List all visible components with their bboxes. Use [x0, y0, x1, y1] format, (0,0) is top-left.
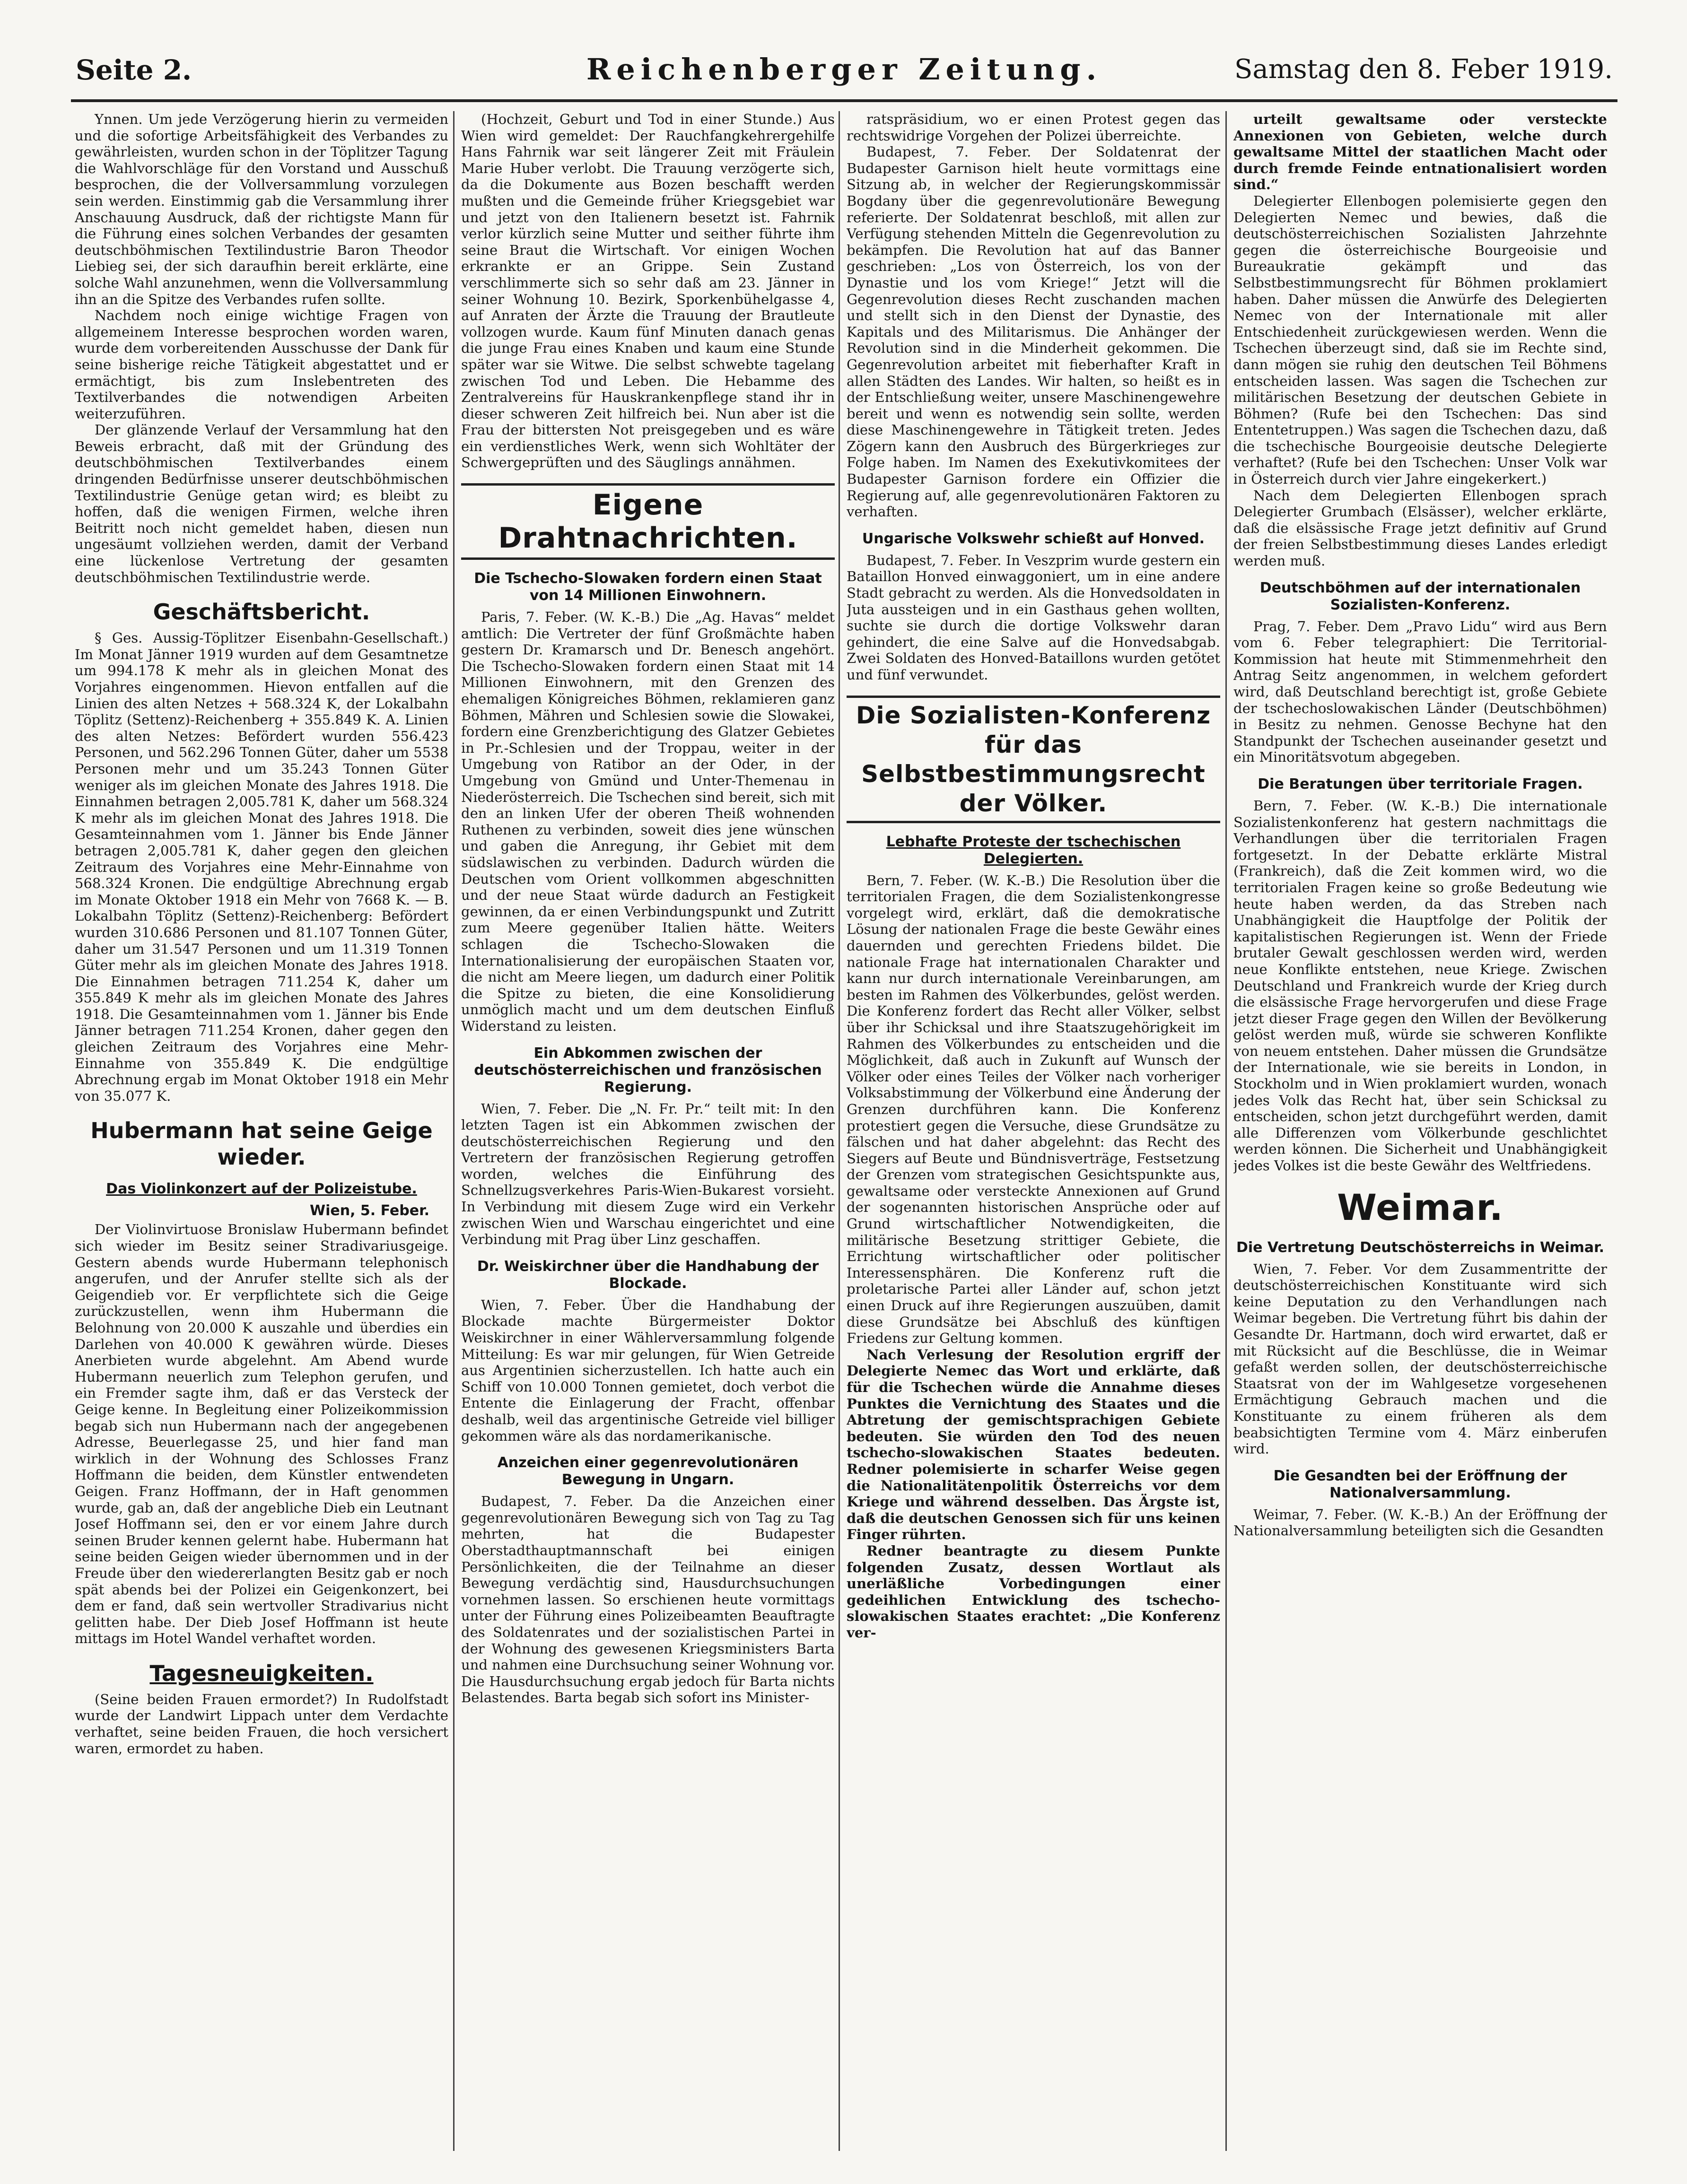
- article-paragraph: Delegierter Ellenbogen polemisierte gegen den Delegierten Nemec und bewies, daß die deutschösterreichischen Sozialisten Jahrzehnte gegen die österreichische Bourgeoisie und Bureaukratie gekämpft und das Selbstbestimmungsrecht für Böhmen proklamiert haben. Daher müssen die Anwürfe des Delegierten Nemec von der Internationale mit aller Entschiedenheit zurückgewiesen werden. Wenn die Tschechen überzeugt sind, daß sie im Rechte sind, dann mögen sie ruhig den deutschen Teil Böhmens entscheiden lassen. Was sagen die Tschechen zur militärischen Besetzung der deutschen Gebiete in Böhmen? (Rufe bei den Tschechen: Das sind Ententetruppen.) Was sagen die Tschechen dazu, daß die tschechische Bourgeoisie deutsche Delegierte verhaftet? (Rufe bei den Tschechen: Unser Volk war in Österreich durch vier Jahre eingekerkert.): [1233, 192, 1607, 487]
- article-paragraph: Der Violinvirtuose Bronislaw Hubermann befindet sich wieder im Besitz seiner Stradivariusgeige. Gestern abends wurde Hubermann telephonisch angerufen, und der Anrufer stellte sich als der Geigendieb vor. Er verpflichtete sich die Geige zurückzustellen, wenn ihm Hubermann die Belohnung von 20.000 K auszahle und überdies ein Darlehen von 40.000 K gewähren würde. Dieses Anerbieten wurde abgelehnt. Am Abend wurde Hubermann neuerlich zum Telephon gerufen, und ein Fremder sagte ihm, daß er das Versteck der Geige kenne. In Begleitung einer Polizeikommission begab sich nun Hubermann nach der angegebenen Adresse, Beuerlegasse 25, und hier fand man wirklich in der Wohnung des Schlosses Franz Hoffmann die beiden, dem Künstler entwendeten Geigen. Franz Hoffmann, der in Haft genommen wurde, gab an, daß der angebliche Dieb ein Leutnant Josef Hoffmann sei, den er vor einem Jahre durch seinen Bruder kennen gelernt habe. Hubermann hat seine beiden Geigen wieder übernommen und in der Freude über den wiedererlangten Besitz gab er noch spät abends bei der Polizei ein Geigenkonzert, bei dem er fand, daß sein wertvoller Stradivarius nicht gelitten habe. Der Dieb Josef Hoffmann ist heute mittags im Hotel Wandel verhaftet worden.: [75, 1221, 448, 1647]
- article-paragraph: Nachdem noch einige wichtige Fragen von allgemeinem Interesse besprochen worden waren, wurde dem vorbereitenden Ausschusse der Dank für seine bisherige reiche Tätigkeit abgestattet und er ermächtigt, bis zum Inslebentreten des Textilverbandes die notwendigen Arbeiten weiterzuführen.: [75, 307, 448, 422]
- article-paragraph: Nach dem Delegierten Ellenbogen sprach Delegierter Grumbach (Elsässer), welcher erklärte, daß die elsässische Frage jetzt definitiv auf Grund der freien Selbstbestimmung dieses Landes erledigt werden muß.: [1233, 487, 1607, 569]
- section-heading-weimar: Weimar.: [1337, 1186, 1503, 1228]
- subheadline: Die Beratungen über territoriale Fragen.: [1258, 775, 1583, 792]
- article-paragraph: Wien, 7. Feber. Vor dem Zusammentritte der deutschösterreichischen Konstituante wird sich keine Deputation zu den Verhandlungen nach Weimar begeben. Die Vertretung führt bis dahin der Gesandte Dr. Hartmann, doch wird erwartet, daß er mit Rücksicht auf die Beschlüsse, die in Weimar gefaßt werden sollen, der deutschösterreichische Staatsrat von der im Wahlgesetze vorgesehenen Ermächtigung Gebrauch machen und die Konstituante zu einem früheren als dem beabsichtigten Termine vom 4. März einberufen wird.: [1233, 1261, 1607, 1457]
- masthead: Reichenberger Zeitung.: [586, 52, 1102, 87]
- subheadline: Ein Abkommen zwischen der deutschösterreichischen und französischen Regierung.: [474, 1044, 822, 1096]
- article-paragraph: Nach Verlesung der Resolution ergriff der Delegierte Nemec das Wort und erklärte, daß für die Tschechen würde die Annahme dieses Punktes die Vernichtung des Staates und die Abtretung der gemischtsprachigen Gebiete bedeuten. Sie würden den Tod des neuen tschecho-slowakischen Staates bedeuten. Redner polemisierte in scharfer Weise gegen die Nationalitätenpolitik Österreichs vor dem Kriege und während desselben. Das Ärgste ist, daß die deutschen Genossen sich für uns keinen Finger rührten.: [847, 1346, 1220, 1543]
- article-paragraph: ratspräsidium, wo er einen Protest gegen das rechtswidrige Vorgehen der Polizei überreichte.: [847, 111, 1220, 144]
- article-paragraph: Paris, 7. Feber. (W. K.-B.) Die „Ag. Havas“ meldet amtlich: Die Vertreter der fünf Großmächte haben gestern Dr. Kramarsch und Dr. Benesch angehört. Die Tschecho-Slowaken fordern einen Staat mit 14 Millionen Einwohnern, mit den Grenzen des ehemaligen Königreiches Böhmen, reklamieren ganz Böhmen, Mähren und Schlesien sowie die Slowakei, fordern eine Grenzberichtigung des Glatzer Gebietes in Pr.-Schlesien und der Troppau, weiter in der Umgebung von Ratibor an der Oder, in der Umgebung von Gmünd und Unter-Themenau in Niederösterreich. Die Tschechen sind bereit, sich mit den an linken Ufer der oberen Theiß wohnenden Ruthenen zu verbinden, soweit dies jene wünschen und gaben die Anregung, ihr Gebiet mit dem südslawischen zu verbinden. Dadurch würden die Deutschen vom Orient vollkommen abgeschnitten und der neue Staat würde dadurch an Festigkeit gewinnen, da er einen Verbindungspunkt und Zutritt zum Meere gegenüber Italien hätte. Weiters schlagen die Tschecho-Slowaken die Internationalisierung der europäischen Staaten vor, die nicht am Meere liegen, um dadurch einer Politik die Spitze zu bieten, die eine Konsolidierung unmöglich macht und um dem deutschen Einfluß Widerstand zu leisten.: [461, 609, 835, 1034]
- column-3: [847, 111, 1220, 2151]
- subheadline: Dr. Weiskirchner über die Handhabung der Blockade.: [477, 1258, 819, 1292]
- section-heading-drahtnachrichten: Eigene Drahtnachrichten.: [461, 483, 835, 560]
- column-rule: [1225, 111, 1227, 2151]
- section-heading-tagesneuigkeiten: Tagesneuigkeiten.: [149, 1660, 374, 1686]
- section-heading-geschaeftsbericht: Geschäftsbericht.: [153, 599, 370, 625]
- headline-hubermann: Hubermann hat seine Geige wieder.: [90, 1118, 433, 1170]
- column-rule: [839, 111, 840, 2151]
- subheadline-hubermann: Das Violinkonzert auf der Polizeistube.: [106, 1181, 417, 1198]
- article-paragraph: Bern, 7. Feber. (W. K.-B.) Die internationale Sozialistenkonferenz hat gestern nachmittags die Verhandlungen über die territorialen Fragen fortgesetzt. In der Debatte erklärte Mistral (Frankreich), daß die Zeit kommen wird, wo die territorialen Fragen keine so große Bedeutung wie heute haben werden, da das Streben nach Unabhängigkeit die Hauptfolge der Politik der kapitalistischen Regierungen ist. Wenn der Friede brutaler Gewalt geschlossen werden wird, werden neue Konflikte entstehen, neue Kriege. Zwischen Deutschland und Frankreich wurde der Krieg durch die elsässische Frage hervorgerufen und diese Frage jetzt dieser Frage gegen den Willen der Bevölkerung gelöst werden muß, würde sie schweren Konflikte von neuem entstehen. Daher müssen die Grundsätze der Internationale, wie sie bereits in London, in Stockholm und in Wien proklamiert wurden, wonach jedes Volk das Recht hat, über sein Schicksal zu entscheiden, schon jetzt durchgeführt werden, damit alle Differenzen vom Völkerbunde geschlichtet werden können. Die Sicherheit und Unabhängigkeit jedes Volkes ist die beste Gewähr des Weltfriedens.: [1233, 797, 1607, 1174]
- subheadline: Lebhafte Proteste der tschechischen Delegierten.: [886, 833, 1181, 867]
- article-paragraph: Bern, 7. Feber. (W. K.-B.) Die Resolution über die territorialen Fragen, die dem Sozialistenkongresse vorgelegt wird, erklärt, daß die demokratische Lösung der nationalen Frage die beste Gewähr eines dauernden und gerechten Friedens bildet. Die nationale Frage hat internationalen Charakter und kann nur durch internationale Vereinbarungen, am besten im Rahmen des Völkerbundes, gelöst werden. Die Konferenz fordert das Recht aller Völker, selbst über ihr Schicksal und ihre Staatszugehörigkeit im Rahmen des Völkerbundes zu entscheiden und die Möglichkeit, daß auch in Zukunft auf Wunsch der Völker oder eines Teiles der Völker nach vorheriger Volksabstimmung der Völkerbund eine Änderung der Grenzen durchführen kann. Die Konferenz protestiert gegen die Versuche, diese Grundsätze zu fälschen und hat daher abgelehnt: das Recht des Siegers auf Beute und Bündnisverträge, Festsetzung der Grenzen vom strategischen Gesichtspunkte aus, gewaltsame oder versteckte Annexionen auf Grund der sogenannten historischen Ansprüche oder auf Grund wirtschaftlicher Notwendigkeiten, die militärische Besetzung strittiger Gebiete, die Errichtung wirtschaftlicher oder politischer Interessensphären. Die Konferenz ruft die proletarische Partei aller Länder auf, schon jetzt einen Druck auf ihre Regierungen auszuüben, damit diese Grundsätze bei Abschluß des künftigen Friedens zur Geltung kommen.: [847, 872, 1220, 1347]
- article-paragraph: Budapest, 7. Feber. Der Soldatenrat der Budapester Garnison hielt heute vormittags eine Sitzung ab, in welcher der Regierungskommissär Bogdany über die gegenrevolutionäre Bewegung referierte. Der Soldatenrat beschloß, mit allen zur Verfügung stehenden Mitteln die Gegenrevolution zu bekämpfen. Die Revolution hat auf das Banner geschrieben: „Los von Österreich, los von der Dynastie und los vom Kriege!“ Jetzt will die Gegenrevolution dieses Recht zuschanden machen und stellt sich in den Dienst der Dynastie, des Kapitals und des Militarismus. Die Anhänger der Revolution sind in die Minderheit gekommen. Die Gegenrevolution arbeitet mit fieberhafter Kraft in allen Städten des Landes. Wir halten, so heißt es in der Entschließung weiter, unsere Maschinengewehre bereit und wenn es notwendig sein sollte, werden diese Maschinengewehre in Tätigkeit treten. Jedes Zögern kann den Ausbruch des Bürgerkrieges zur Folge haben. Im Namen des Exekutivkomitees der Budapester Garnison fordere ein Offizier die Regierung auf, alle gegenrevolutionären Faktoren zu verhaften.: [847, 144, 1220, 520]
- column-1: [75, 111, 448, 2151]
- subheadline: Die Tschecho-Slowaken fordern einen Staat von 14 Millionen Einwohnern.: [474, 570, 822, 604]
- article-paragraph: § Ges. Aussig-Töplitzer Eisenbahn-Gesellschaft.) Im Monat Jänner 1919 wurden auf dem Gesamtnetze um 994.178 K mehr als in gleichen Monat des Vorjahres eingenommen. Hievon entfallen auf die Linien des alten Netzes + 568.324 K, der Lokalbahn Töplitz (Settenz)-Reichenberg + 355.849 K. A. Linien des alten Netzes: Befördert wurden 556.423 Personen, und 562.296 Tonnen Güter, daher um 5538 Personen mehr und um 35.243 Tonnen Güter weniger als im gleichen Monate des Jahres 1918. Die Einnahmen betragen 2,005.781 K, daher um 568.324 K mehr als im gleichen Monat des Jahres 1918. Die Gesamteinnahmen vom 1. Jänner bis Ende Jänner betragen 2,005.781 K, daher gegen den gleichen Zeitraum des Vorjahres eine Mehr-Einnahme von 568.324 Kronen. Die endgültige Abrechnung ergab im Monate Oktober 1918 ein Mehr von 7668 K. — B. Lokalbahn Töplitz (Settenz)-Reichenberg: Befördert wurden 310.686 Personen und 81.107 Tonnen Güter, daher um 31.547 Personen und um 11.319 Tonnen Güter mehr als im gleichen Monate des Jahres 1918. Die Einnahmen betragen 711.254 K, daher um 355.849 K mehr als im gleichen Monate des Jahres 1918. Die Gesamteinnahmen vom 1. Jänner bis Ende Jänner betragen 711.254 Kronen, daher gegen den gleichen Zeitraum des Vorjahres eine Mehr-Einnahme von 355.849 K. Die endgültige Abrechnung ergab im Monat Oktober 1918 ein Mehr von 35.077 K.: [75, 630, 448, 1104]
- article-paragraph: (Seine beiden Frauen ermordet?) In Rudolfstadt wurde der Landwirt Lippach unter dem Verdachte verhaftet, seine beiden Frauen, die hoch versichert waren, ermordet zu haben.: [75, 1691, 448, 1757]
- page-label: Seite 2.: [76, 54, 192, 86]
- article-paragraph: Wien, 7. Feber. Über die Handhabung der Blockade machte Bürgermeister Doktor Weiskirchner in einer Wählerversammlung folgende Mitteilung: Es war mir gelungen, für Wien Getreide aus Argentinien sicherzustellen. Ich hatte auch ein Schiff von 10.000 Tonnen gemietet, doch verbot die Entente die Einlagerung der Fracht, offenbar deshalb, weil das argentinische Getreide viel billiger gekommen wäre als das nordamerikanische.: [461, 1296, 835, 1444]
- article-paragraph: Prag, 7. Feber. Dem „Pravo Lidu“ wird aus Bern vom 6. Feber telegraphiert: Die Territorial-Kommission hat heute mit Stimmenmehrheit den Antrag Seitz angenommen, in welchem gefordert wird, daß Deutschland berechtigt ist, große Gebiete der tschechoslowakischen Länder (Deutschböhmen) in Besitz zu nehmen. Genosse Bechyne hat den Standpunkt der Tschechen auseinander gesetzt und ein Minoritätsvotum abgegeben.: [1233, 618, 1607, 766]
- subheadline: Die Vertretung Deutschösterreichs in Weimar.: [1236, 1239, 1605, 1256]
- article-paragraph: Weimar, 7. Feber. (W. K.-B.) An der Eröffnung der Nationalversammlung beteiligten sich die Gesandten: [1233, 1506, 1607, 1539]
- article-paragraph: Ynnen. Um jede Verzögerung hierin zu vermeiden und die sofortige Arbeitsfähigkeit des Verbandes zu gewährleisten, wurden schon in der Töplitzer Tagung die Wahlvorschläge für den Vorstand und Ausschuß besprochen, die der Vollversammlung vorzulegen sein werden. Einstimmig gab die Versammlung ihrer Anschauung Ausdruck, daß der richtigste Mann für die Führung eines solchen Verbandes der gesamten deutschböhmischen Textilindustrie Baron Theodor Liebieg sei, der sich daraufhin bereit erklärte, eine solche Wahl anzunehmen, wenn die Vollversammlung ihn an die Spitze des Verbandes rufen sollte.: [75, 111, 448, 307]
- issue-date: Samstag den 8. Feber 1919.: [1234, 54, 1613, 85]
- column-rule: [453, 111, 455, 2151]
- article-paragraph: Wien, 7. Feber. Die „N. Fr. Pr.“ teilt mit: In den letzten Tagen ist ein Abkommen zwischen der deutschösterreichischen Regierung und den Vertretern der französischen Regierung getroffen worden, welches die Einführung des Schnellzugsverkehres Paris-Wien-Bukarest vorsieht. In Verbindung mit diesem Zuge wird ein Verkehr zwischen Wien und Warschau eingerichtet und eine Verbindung mit Prag über Linz geschaffen.: [461, 1100, 835, 1248]
- subheadline: Ungarische Volkswehr schießt auf Honved.: [862, 530, 1205, 547]
- subheadline: Anzeichen einer gegenrevolutionären Bewegung in Ungarn.: [497, 1454, 799, 1488]
- article-paragraph: urteilt gewaltsame oder versteckte Annexionen von Gebieten, welche durch gewaltsame Mittel der staatlichen Macht oder durch fremde Feinde entnationalisiert worden sind.“: [1233, 111, 1607, 193]
- article-paragraph: Budapest, 7. Feber. Da die Anzeichen einer gegenrevolutionären Bewegung sich von Tag zu Tag mehrten, hat die Budapester Oberstadthauptmannschaft bei einigen Persönlichkeiten, die der Teilnahme an dieser Bewegung verdächtig sind, Hausdurchsuchungen vornehmen lassen. So erschienen heute vormittags unter der Führung eines Polizeibeamten Beauftragte des Soldatenrates und der sozialistischen Partei in der Wohnung des gewesenen Kriegsministers Barta und nahmen eine Durchsuchung seiner Wohnung vor. Die Hausdurchsuchung ergab jedoch für Barta nichts Belastendes. Barta begab sich sofort ins Minister-: [461, 1493, 835, 1706]
- subheadline: Deutschböhmen auf der internationalen Sozialisten-Konferenz.: [1259, 579, 1581, 613]
- article-paragraph: (Hochzeit, Geburt und Tod in einer Stunde.) Aus Wien wird gemeldet: Der Rauchfangkehrergehilfe Hans Fahrnik war seit längerer Zeit mit Fräulein Marie Huber verlobt. Die Trauung verzögerte sich, da die Dokumente aus Bozen beschafft werden mußten und die Gemeinde früher Kriegsgebiet war und jetzt von den Italienern besetzt ist. Fahrnik verlor kürzlich seine Mutter und seither führte ihm seine Braut die Wirtschaft. Vor einigen Wochen erkrankte er an Grippe. Sein Zustand verschlimmerte sich so sehr daß am 23. Jänner in seiner Wohnung 10. Bezirk, Sporkenbühelgasse 4, auf Anraten der Ärzte die Trauung der Brautleute vollzogen wurde. Kaum fünf Minuten danach genas die junge Frau eines Knaben und kaum eine Stunde später war sie Witwe. Die selbst schwebte tagelang zwischen Tod und Leben. Die Hebamme des Zentralvereins für Hauskrankenpflege stand ihr in dieser schweren Zeit hilfreich bei. Nun aber ist die Frau der bittersten Not preisgegeben und es wäre ein verdienstliches Werk, wenn sich Wohltäter der Schwergeprüften und des Säuglings annähmen.: [461, 111, 835, 471]
- page-header: [71, 47, 1617, 102]
- dateline: Wien, 5. Feber.: [310, 1202, 429, 1219]
- column-2: [461, 111, 835, 2151]
- article-paragraph: Redner beantragte zu diesem Punkte folgenden Zusatz, dessen Wortlaut als unerläßliche Vorbedingungen einer gedeihlichen Entwicklung des tschecho-slowakischen Staates erachtet: „Die Konferenz ver-: [847, 1542, 1220, 1641]
- subheadline: Die Gesandten bei der Eröffnung der Nationalversammlung.: [1273, 1467, 1567, 1501]
- headline-sozialisten-konferenz: Die Sozialisten-Konferenz für das Selbstbestimmungsrecht der Völker.: [847, 696, 1220, 823]
- article-paragraph: Der glänzende Verlauf der Versammlung hat den Beweis erbracht, daß mit der Gründung des deutschböhmischen Textilverbandes einem dringenden Bedürfnisse unserer deutschböhmischen Textilindustrie Genüge getan wird; es bleibt zu hoffen, daß die wenigen Firmen, welche ihren Beitritt noch nicht gemeldet haben, diesen nun ungesäumt vollziehen werden, damit der Verband eine lückenlose Vertretung der gesamten deutschböhmischen Textilindustrie werde.: [75, 422, 448, 585]
- column-4: [1233, 111, 1607, 2151]
- article-paragraph: Budapest, 7. Feber. In Veszprim wurde gestern ein Bataillon Honved einwaggoniert, um in eine andere Stadt gebracht zu werden. Als die Honvedsoldaten in Juta aussteigen und in ein Gasthaus gehen wollten, suchte sie durch die dortige Volkswehr daran gehindert, die eine Salve auf die Honvedsabgab. Zwei Soldaten des Honved-Bataillons wurden getötet und fünf verwundet.: [847, 552, 1220, 683]
